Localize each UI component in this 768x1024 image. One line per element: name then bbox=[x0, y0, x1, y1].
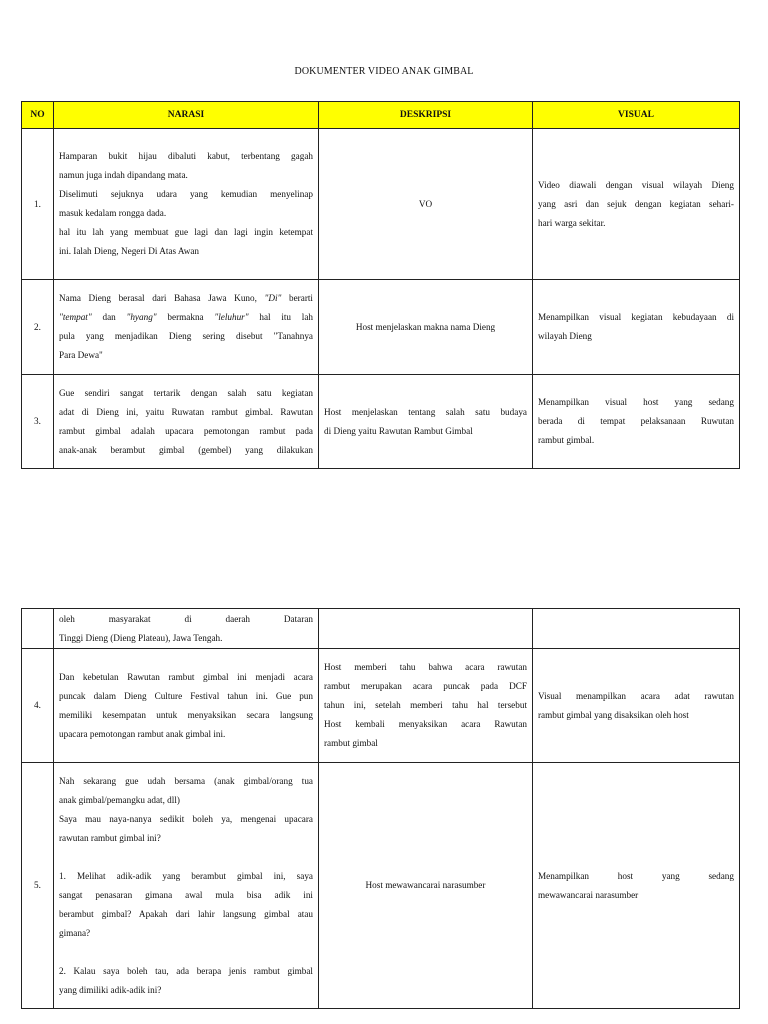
narasi-line: masuk kedalam rongga dada. bbox=[59, 208, 167, 218]
narasi-line: hal itu lah yang membuat gue lagi dan lagi ingin ketempat bbox=[59, 227, 313, 237]
narasi-line: anak gimbal/pemangku adat, dll) bbox=[59, 794, 180, 805]
narasi-line: ini. Ialah Dieng, Negeri Di Atas Awan bbox=[59, 246, 199, 256]
narasi-line: rawutan rambut gimbal ini? bbox=[59, 832, 161, 843]
visual-line: rambut gimbal yang disaksikan oleh host bbox=[538, 709, 689, 720]
visual-line: berada di tempat pelaksanaan Ruwutan bbox=[538, 416, 734, 426]
narasi-italic: "Di" bbox=[264, 293, 282, 303]
visual-line: Menampilkan visual host yang sedang bbox=[538, 397, 734, 407]
narasi-line: 1. Melihat adik-adik yang berambut gimbal ini, saya bbox=[59, 870, 313, 881]
narasi-italic: "leluhur" bbox=[214, 312, 249, 322]
narasi-line: rambut gimbal adalah upacara pemotongan rambut pada bbox=[59, 425, 313, 436]
narasi-cell bbox=[54, 609, 319, 649]
narasi-cell bbox=[54, 375, 319, 469]
narasi-line: Hamparan bukit hijau dibaluti kabut, terbentang gagah bbox=[59, 151, 313, 161]
narasi-line: oleh masyarakat di daerah Dataran bbox=[59, 613, 313, 624]
row-number: 2. bbox=[22, 280, 54, 375]
narasi-cell bbox=[54, 649, 319, 763]
document-title: DOKUMENTER VIDEO ANAK GIMBAL bbox=[294, 66, 474, 77]
table-row bbox=[22, 129, 740, 280]
narasi-line: Dan kebetulan Rawutan rambut gimbal ini menjadi acara bbox=[59, 671, 313, 682]
deskripsi-cell bbox=[319, 609, 533, 649]
narasi-line: Nah sekarang gue udah bersama (anak gimbal/orang tua bbox=[59, 775, 313, 786]
row-number bbox=[22, 609, 54, 649]
narasi-line: adat di Dieng ini, yaitu Ruwatan rambut gimbal. Rawutan bbox=[59, 406, 313, 417]
narasi-italic: "hyang" bbox=[126, 312, 157, 322]
header-narasi: NARASI bbox=[54, 102, 319, 129]
table-row bbox=[22, 280, 740, 375]
header-no: NO bbox=[22, 102, 54, 129]
narasi-line bbox=[59, 289, 313, 308]
deskripsi-cell: Host mewawancarai narasumber bbox=[319, 763, 533, 1009]
header-deskripsi: DESKRIPSI bbox=[319, 102, 533, 129]
deskripsi-cell: VO bbox=[319, 129, 533, 280]
narasi-line: upacara pemotongan rambut anak gimbal ini. bbox=[59, 728, 226, 739]
visual-cell bbox=[533, 763, 740, 1009]
table-header-row bbox=[22, 102, 740, 129]
deskripsi-cell: Host menjelaskan makna nama Dieng bbox=[319, 280, 533, 375]
deskripsi-line: di Dieng yaitu Rawutan Rambut Gimbal bbox=[324, 425, 473, 436]
narasi-text: dan bbox=[91, 312, 127, 322]
visual-cell bbox=[533, 375, 740, 469]
narasi-line: namun juga indah dipandang mata. bbox=[59, 170, 188, 180]
narasi-line: Gue sendiri sangat tertarik dengan salah satu kegiatan bbox=[59, 387, 313, 398]
deskripsi-line: Host kembali menyaksikan acara Rawutan bbox=[324, 719, 527, 729]
narasi-cell bbox=[54, 129, 319, 280]
script-table-page-1 bbox=[21, 101, 740, 469]
narasi-line: puncak dalam Dieng Culture Festival tahun ini. Gue pun bbox=[59, 690, 313, 701]
deskripsi-cell bbox=[319, 649, 533, 763]
visual-line: Visual menampilkan acara adat rawutan bbox=[538, 690, 734, 701]
visual-line: yang asri dan sejuk dengan kegiatan sehari- bbox=[538, 198, 734, 209]
narasi-line: Diselimuti sejuknya udara yang kemudian menyelinap bbox=[59, 189, 313, 199]
narasi-line: yang dimiliki adik-adik ini? bbox=[59, 984, 162, 995]
deskripsi-line: rambut gimbal bbox=[324, 738, 378, 748]
narasi-line: sangat penasaran gimana awal mula bisa adik ini bbox=[59, 889, 313, 900]
visual-line: Menampilkan host yang sedang bbox=[538, 870, 734, 881]
narasi-line: berambut gimbal? Apakah dari lahir langsung gimbal atau bbox=[59, 908, 313, 919]
deskripsi-line: tahun ini, setelah memberi tahu hal tersebut bbox=[324, 700, 527, 710]
row-number: 4. bbox=[22, 649, 54, 763]
narasi-line bbox=[59, 308, 313, 327]
narasi-line: anak-anak berambut gimbal (gembel) yang dilakukan bbox=[59, 444, 313, 455]
script-table-page-2 bbox=[21, 608, 740, 1009]
deskripsi-line: Host memberi tahu bahwa acara rawutan bbox=[324, 662, 527, 672]
deskripsi-line: Host menjelaskan tentang salah satu budaya bbox=[324, 406, 527, 417]
table-row bbox=[22, 375, 740, 469]
narasi-text: bermakna bbox=[156, 312, 215, 322]
header-visual: VISUAL bbox=[533, 102, 740, 129]
visual-cell bbox=[533, 129, 740, 280]
narasi-cell bbox=[54, 763, 319, 1009]
visual-line: rambut gimbal. bbox=[538, 435, 595, 445]
narasi-line: Saya mau naya-nanya sedikit boleh ya, mengenai upacara bbox=[59, 813, 313, 824]
row-number: 5. bbox=[22, 763, 54, 1009]
deskripsi-cell bbox=[319, 375, 533, 469]
narasi-cell bbox=[54, 280, 319, 375]
narasi-line: memiliki kesempatan untuk menyaksikan secara langsung bbox=[59, 709, 313, 720]
narasi-text: Nama Dieng berasal dari Bahasa Jawa Kuno, bbox=[59, 293, 265, 303]
narasi-text: berarti bbox=[281, 293, 313, 303]
visual-line: mewawancarai narasumber bbox=[538, 889, 639, 900]
table-row bbox=[22, 763, 740, 1009]
visual-cell bbox=[533, 609, 740, 649]
visual-cell bbox=[533, 280, 740, 375]
visual-line: wilayah Dieng bbox=[538, 331, 592, 341]
narasi-line: 2. Kalau saya boleh tau, ada berapa jenis rambut gimbal bbox=[59, 965, 313, 976]
visual-line: Menampilkan visual kegiatan kebudayaan di bbox=[538, 312, 734, 322]
narasi-italic: "tempat" bbox=[59, 312, 92, 322]
paragraph-gap bbox=[59, 943, 313, 962]
table-row bbox=[22, 609, 740, 649]
narasi-line: Tinggi Dieng (Dieng Plateau), Jawa Tengah. bbox=[59, 632, 223, 643]
visual-cell bbox=[533, 649, 740, 763]
row-number: 3. bbox=[22, 375, 54, 469]
narasi-line: gimana? bbox=[59, 927, 91, 938]
deskripsi-line: rambut merupakan acara puncak pada DCF bbox=[324, 681, 527, 691]
narasi-line: pula yang menjadikan Dieng sering disebut "Tanahnya bbox=[59, 331, 313, 341]
table-row bbox=[22, 649, 740, 763]
row-number: 1. bbox=[22, 129, 54, 280]
visual-line: Video diawali dengan visual wilayah Dieng bbox=[538, 179, 734, 190]
narasi-line: Para Dewa" bbox=[59, 350, 103, 360]
narasi-text: hal itu lah bbox=[248, 312, 313, 322]
visual-line: hari warga sekitar. bbox=[538, 217, 606, 228]
paragraph-gap bbox=[59, 848, 313, 867]
